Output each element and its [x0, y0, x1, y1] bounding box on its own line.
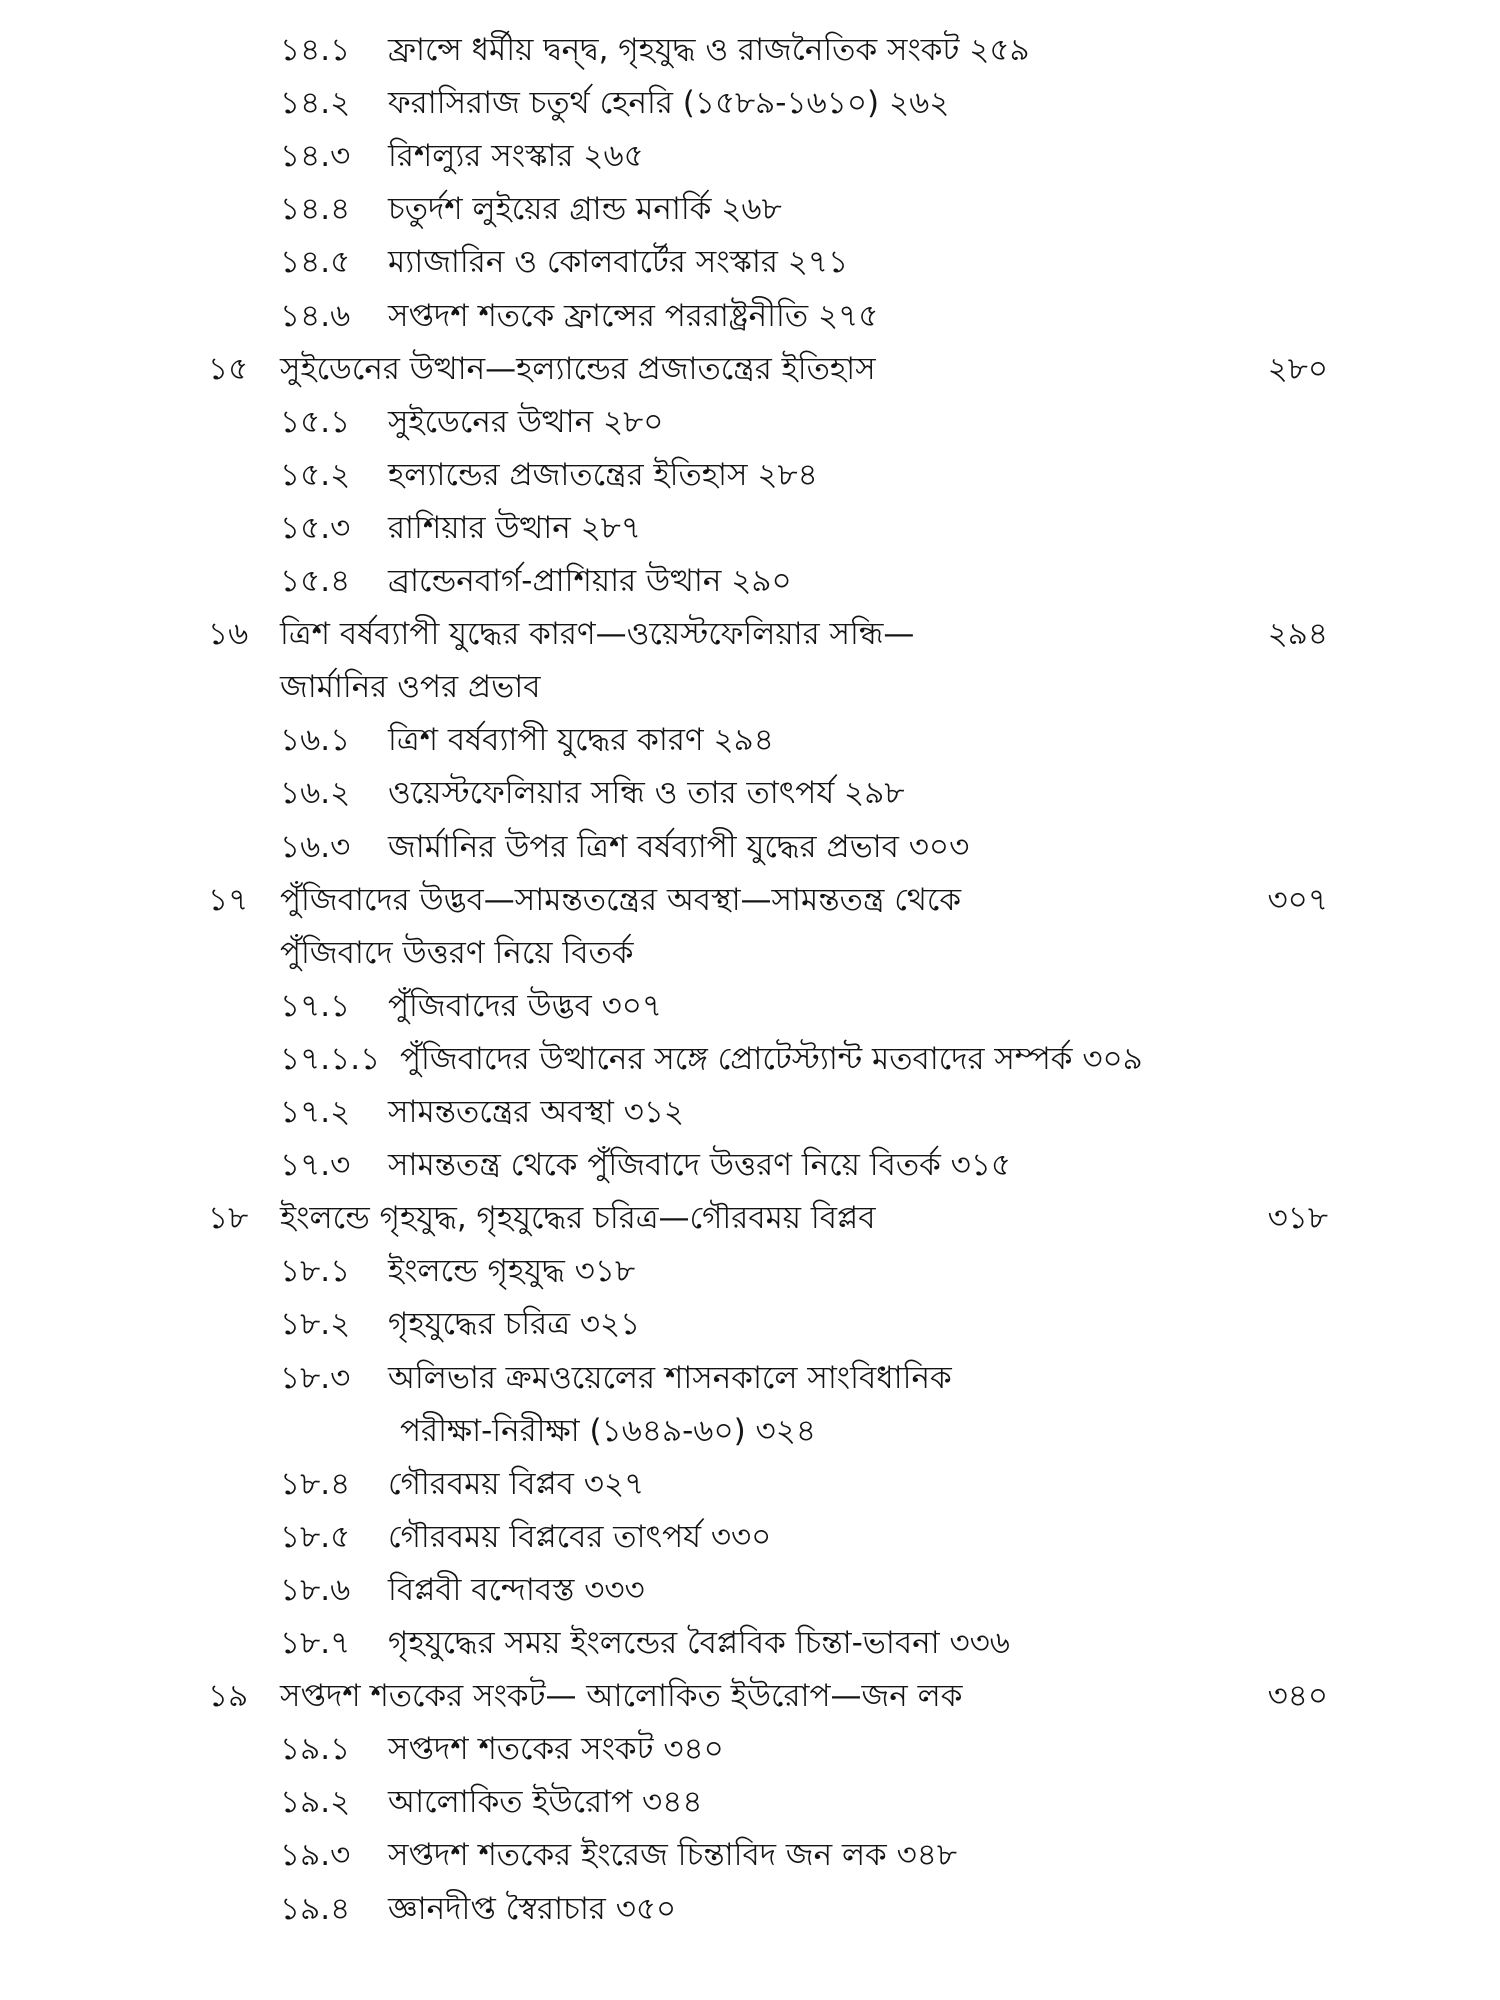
toc-entry-number: ১৭.৩ [280, 1147, 351, 1184]
toc-entry-number: ১৮.১ [280, 1253, 351, 1290]
toc-entry-title: সপ্তদশ শতকের সংকট ৩৪০ [388, 1731, 724, 1768]
toc-entry-number: ১৬.৩ [280, 828, 351, 865]
toc-entry-number: ১৭ [208, 881, 249, 918]
toc-page-number: ৩১৮ [1267, 1200, 1328, 1237]
toc-entry-number: ১৫ [208, 350, 249, 387]
toc-entry-number: ১৯.১ [280, 1731, 351, 1768]
toc-entry-title: সপ্তদশ শতকের ইংরেজ চিন্তাবিদ জন লক ৩৪৮ [388, 1837, 957, 1874]
toc-entry-title: হল্যান্ডের প্রজাতন্ত্রের ইতিহাস ২৮৪ [388, 456, 818, 493]
toc-entry-number: ১৪.১ [280, 32, 351, 68]
toc-entry-title: ফ্রান্সে ধর্মীয় দ্বন্দ্ব, গৃহযুদ্ধ ও রাজনৈতিক সংকট ২৫৯ [388, 32, 1030, 68]
toc-entry-title: জার্মানির উপর ত্রিশ বর্ষব্যাপী যুদ্ধের প্রভাব ৩০৩ [388, 828, 970, 865]
toc-entry-title: সুইডেনের উত্থান ২৮০ [388, 403, 664, 440]
toc-entry-title: ম্যাজারিন ও কোলবার্টের সংস্কার ২৭১ [388, 244, 849, 281]
toc-entry-title: পুঁজিবাদের উদ্ভব ৩০৭ [388, 987, 663, 1024]
toc-entry-title: ত্রিশ বর্ষব্যাপী যুদ্ধের কারণ ২৯৪ [388, 722, 774, 759]
toc-entry-number: ১৭.১ [280, 987, 351, 1024]
toc-entry-number: ১৬.১ [280, 722, 351, 759]
toc-entry-number: ১৮.৩ [280, 1359, 351, 1396]
toc-entry-title: ইংলন্ডে গৃহযুদ্ধ ৩১৮ [388, 1253, 636, 1290]
toc-entry-title: গৌরবময় বিপ্লব ৩২৭ [388, 1465, 645, 1502]
toc-entry-title: ওয়েস্টফেলিয়ার সন্ধি ও তার তাৎপর্য ২৯৮ [388, 775, 905, 812]
toc-entry-title: পরীক্ষা-নিরীক্ষা (১৬৪৯-৬০) ৩২৪ [400, 1412, 816, 1449]
toc-entry-title: সামন্ততন্ত্রের অবস্থা ৩১২ [388, 1094, 685, 1130]
toc-entry-number: ১৮.৬ [280, 1571, 351, 1608]
toc-page-number: ২৯৪ [1267, 616, 1328, 653]
toc-entry-number: ১৮.৭ [280, 1625, 351, 1661]
toc-entry-title: গৃহযুদ্ধের সময় ইংলন্ডের বৈপ্লবিক চিন্তা-ভাবনা ৩৩৬ [388, 1625, 1010, 1661]
toc-entry-title: রাশিয়ার উত্থান ২৮৭ [388, 509, 642, 546]
toc-entry-number: ১৮ [208, 1200, 249, 1237]
toc-entry-title: ত্রিশ বর্ষব্যাপী যুদ্ধের কারণ—ওয়েস্টফেলিয়ার সন্ধি— [280, 616, 915, 653]
toc-entry-number: ১৯.৩ [280, 1837, 351, 1874]
toc-entry-number: ১৪.৪ [280, 191, 351, 228]
toc-entry-title: অলিভার ক্রমওয়েলের শাসনকালে সাংবিধানিক [388, 1359, 952, 1396]
toc-entry-title: জার্মানির ওপর প্রভাব [280, 669, 541, 706]
toc-entry-number: ১৭.১.১ [280, 1040, 381, 1077]
toc-entry-title: সামন্ততন্ত্র থেকে পুঁজিবাদে উত্তরণ নিয়ে বিতর্ক ৩১৫ [388, 1147, 1012, 1184]
toc-page-number: ২৮০ [1267, 350, 1328, 387]
toc-entry-title: পুঁজিবাদে উত্তরণ নিয়ে বিতর্ক [280, 934, 634, 971]
toc-entry-number: ১৫.৩ [280, 509, 351, 546]
toc-entry-title: ব্রান্ডেনবার্গ-প্রাশিয়ার উত্থান ২৯০ [388, 563, 792, 599]
toc-entry-title: সপ্তদশ শতকের সংকট— আলোকিত ইউরোপ—জন লক [280, 1678, 963, 1715]
toc-entry-number: ১৪.২ [280, 85, 351, 122]
toc-entry-title: আলোকিত ইউরোপ ৩৪৪ [388, 1784, 703, 1821]
toc-entry-title: পুঁজিবাদের উদ্ভব—সামন্ততন্ত্রের অবস্থা—সামন্ততন্ত্র থেকে [280, 881, 962, 918]
toc-entry-title: ফরাসিরাজ চতুর্থ হেনরি (১৫৮৯-১৬১০) ২৬২ [388, 85, 950, 122]
toc-entry-title: সুইডেনের উত্থান—হল্যান্ডের প্রজাতন্ত্রের ইতিহাস [280, 350, 876, 387]
toc-entry-number: ১৮.২ [280, 1306, 351, 1343]
toc-page-number: ৩৪০ [1267, 1678, 1328, 1715]
toc-entry-title: রিশল্যুর সংস্কার ২৬৫ [388, 138, 644, 175]
toc-entry-number: ১৮.৪ [280, 1465, 351, 1502]
toc-entry-number: ১৯.২ [280, 1784, 351, 1821]
toc-entry-number: ১৭.২ [280, 1094, 351, 1130]
toc-entry-number: ১৫.১ [280, 403, 351, 440]
toc-entry-number: ১৯ [208, 1678, 249, 1715]
toc-entry-title: ইংলন্ডে গৃহযুদ্ধ, গৃহযুদ্ধের চরিত্র—গৌরবময় বিপ্লব [280, 1200, 876, 1237]
toc-entry-title: সপ্তদশ শতকে ফ্রান্সের পররাষ্ট্রনীতি ২৭৫ [388, 297, 879, 334]
toc-entry-number: ১৫.৪ [280, 563, 351, 599]
toc-entry-number: ১৬ [208, 616, 249, 653]
toc-entry-title: গৌরবময় বিপ্লবের তাৎপর্য ৩৩০ [388, 1518, 772, 1555]
toc-entry-title: পুঁজিবাদের উত্থানের সঙ্গে প্রোটেস্ট্যান্ট মতবাদের সম্পর্ক ৩০৯ [400, 1040, 1143, 1077]
toc-page-number: ৩০৭ [1267, 881, 1328, 918]
toc-entry-title: জ্ঞানদীপ্ত স্বৈরাচার ৩৫০ [388, 1890, 677, 1927]
toc-entry-title: চতুর্দশ লুইয়ের গ্রান্ড মনার্কি ২৬৮ [388, 191, 782, 228]
toc-entry-number: ১৪.৬ [280, 297, 351, 334]
toc-entry-number: ১৬.২ [280, 775, 351, 812]
toc-entry-title: বিপ্লবী বন্দোবস্ত ৩৩৩ [388, 1571, 645, 1608]
toc-entry-title: গৃহযুদ্ধের চরিত্র ৩২১ [388, 1306, 641, 1343]
toc-entry-number: ১৪.৫ [280, 244, 351, 281]
toc-entry-number: ১৮.৫ [280, 1518, 351, 1555]
toc-entry-number: ১৪.৩ [280, 138, 351, 175]
toc-entry-number: ১৯.৪ [280, 1890, 351, 1927]
toc-entry-number: ১৫.২ [280, 456, 351, 493]
